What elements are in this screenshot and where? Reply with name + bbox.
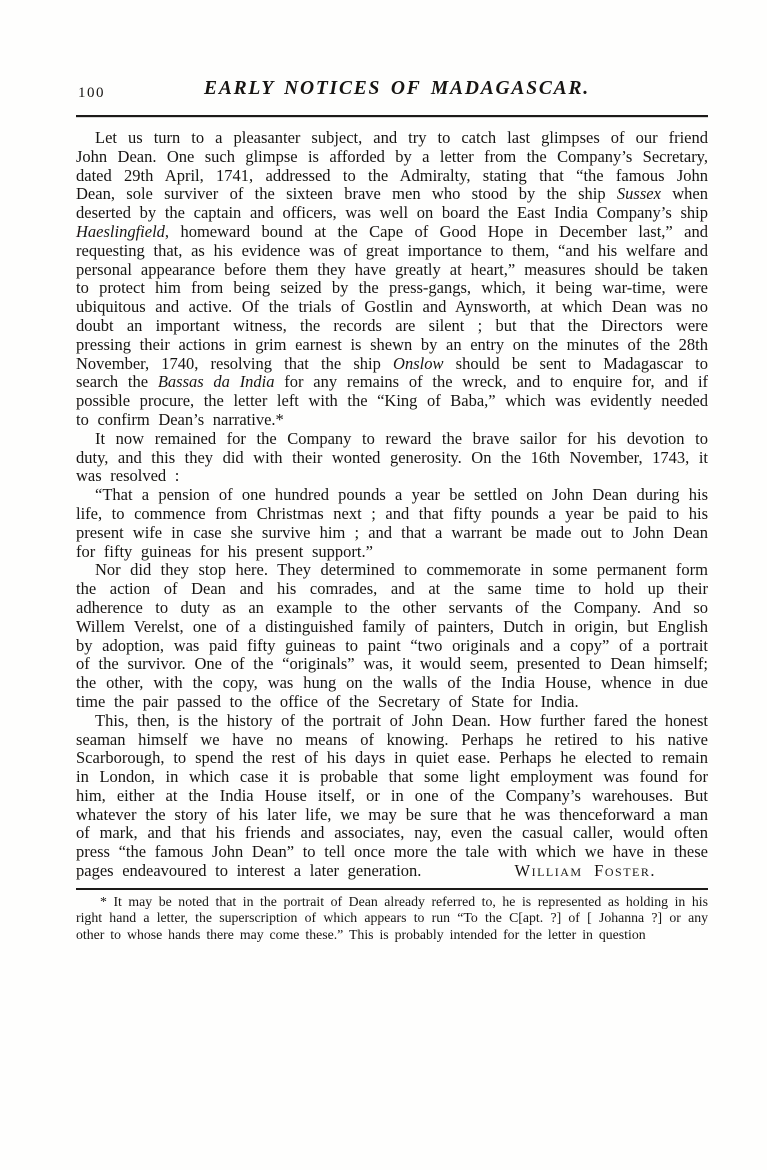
paragraph [76,486,708,561]
italic-text: Sussex [616,184,661,204]
text-run: when deserted by the captain and officers, was well on board the East India Company’s ship [76,184,708,223]
italic-text: Onslow [393,353,444,373]
body-text [76,129,708,881]
text-run: , homeward bound at the Cape of Good Hope in December last,” and requesting that, as his evidence was of great importance to them, “and his welfare and personal appearance before them they have greatly at heart,” measures should be taken to protect him from being seized by the press-gangs, which, it being war-time, were ubiquitous and active. Of the trials of Gostlin and Aynsworth, at which Dean was no doubt an important witness, the records are silent ; but that the Directors were pressing their actions in grim earnest is shewn by an entry on the minutes of the 28th November, 1740, resolving that the ship [76,221,708,373]
page-content [76,78,708,944]
text-run: Nor did they stop here. They determined to commemorate in some permanent form the action of Dean and his comrades, and at the same time to hold up their adherence to duty as an example to the other servants of the Company. And so Willem Verelst, one of a distinguished family of painters, Dutch in origin, but English by adoption, was paid fifty guineas to paint “two originals and a copy” of a portrait of the survivor. One of the “originals” was, it would seem, presented to Dean himself; the other, with the copy, was hung on the walls of the India House, whence in due time the pair passed to the office of the Secretary of State for India. [76,560,708,711]
paragraph [76,129,708,430]
footnote: * It may be noted that in the portrait of Dean already referred to, he is represented as holding in his right hand a letter, the superscription of which appears to run “To the C[apt. ?] of [ Johanna ?] or any other to whose hands there may come these.” This is probably intended for the letter in question [76,893,708,943]
italic-text: Haeslingfield [76,221,165,241]
page-header [76,78,708,104]
paragraph [76,561,708,711]
paragraph [76,430,708,486]
header-rule [76,115,708,117]
text-run: for any remains of the wreck, and to enquire for, and if possible procure, the letter left with the “King of Baba,” which was evidently needed to confirm Dean’s narrative.* [76,372,709,429]
text-run: This, then, is the history of the portrait of John Dean. How further fared the honest seaman himself we have no means of knowing. Perhaps he retired to his native Scarborough, to spend the rest of his days in quiet ease. Perhaps he elected to remain in London, in which case it is probable that some light employment was found for him, either at the India House itself, or in one of the Company’s warehouses. But whatever the story of his later life, we may be sure that he was thenceforward a man of mark, and that his friends and associates, nay, even the casual caller, would often press “the famous John Dean” to tell once more the tale with which we have in these pages endeavoured to interest a later generation. [76,710,708,881]
italic-text: Bassas da India [157,372,275,392]
page-title: EARLY NOTICES OF MADAGASCAR. [204,78,590,99]
page-number: 100 [78,85,105,101]
text-run: It now remained for the Company to reward the brave sailor for his devotion to duty, and this they did with their wonted generosity. On the 16th November, 1743, it was resolved : [76,428,708,486]
paragraph [76,712,708,881]
footnote-rule [76,888,708,890]
text-run: “That a pension of one hundred pounds a year be settled on John Dean during his life, to commence from Christmas next ; and that fifty pounds a year be paid to his present wife in case she survive him ; and that a warrant be made out to John Dean for fifty guineas for his present support.” [76,485,708,561]
text-run: should be sent to Madagascar to search the [76,353,709,392]
author-signature: William Foster. [514,861,656,881]
text-run: Let us turn to a pleasanter subject, and try to catch last glimpses of our friend John Dean. One such glimpse is afforded by a letter from the Company’s Secretary, dated 29th April, 1741, addressed to the Admiralty, stating that “the famous John Dean, sole surviver of the sixteen brave men who stood by the ship [76,128,708,204]
